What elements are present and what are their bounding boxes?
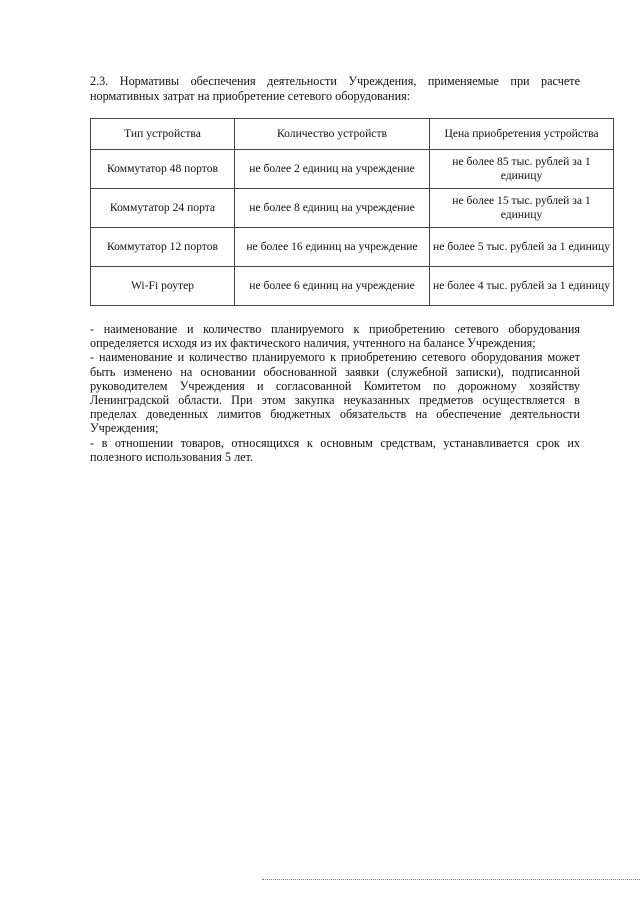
cell-device-price: не более 4 тыс. рублей за 1 единицу bbox=[430, 267, 614, 306]
table-row bbox=[91, 267, 614, 306]
header-device-type: Тип устройства bbox=[91, 119, 235, 150]
header-device-quantity: Количество устройств bbox=[235, 119, 430, 150]
cell-device-quantity: не более 16 единиц на учреждение bbox=[235, 228, 430, 267]
section-heading: 2.3. Нормативы обеспечения деятельности Учреждения, применяемые при расчете нормативных затрат на приобретение сетевого оборудования: bbox=[90, 74, 580, 103]
cell-device-price: не более 85 тыс. рублей за 1 единицу bbox=[430, 150, 614, 189]
table-row bbox=[91, 189, 614, 228]
note-paragraph: - наименование и количество планируемого к приобретению сетевого оборудования определяется исходя из их фактического наличия, учтенного на балансе Учреждения; bbox=[90, 322, 580, 351]
cell-device-price: не более 5 тыс. рублей за 1 единицу bbox=[430, 228, 614, 267]
cell-device-type: Wi-Fi роутер bbox=[91, 267, 235, 306]
cell-device-quantity: не более 2 единиц на учреждение bbox=[235, 150, 430, 189]
cell-device-type: Коммутатор 12 портов bbox=[91, 228, 235, 267]
network-equipment-table bbox=[90, 118, 614, 306]
cell-device-quantity: не более 8 единиц на учреждение bbox=[235, 189, 430, 228]
cell-device-type: Коммутатор 48 портов bbox=[91, 150, 235, 189]
header-device-price: Цена приобретения устройства bbox=[430, 119, 614, 150]
footer-scan-line bbox=[262, 879, 640, 880]
note-paragraph: - наименование и количество планируемого к приобретению сетевого оборудования может быть изменено на основании обоснованной заявки (служебной записки), подписанной руководителем Учреждения и согласованной Комитетом по дорожному хозяйству Ленинградской области. При этом закупка неуказанных предметов осуществляется в пределах доведенных лимитов бюджетных обязательств на обеспечение деятельности Учреждения; bbox=[90, 350, 580, 436]
notes-block bbox=[90, 322, 580, 464]
table-row bbox=[91, 150, 614, 189]
table-header-row bbox=[91, 119, 614, 150]
cell-device-quantity: не более 6 единиц на учреждение bbox=[235, 267, 430, 306]
network-equipment-table-container bbox=[90, 118, 613, 306]
note-paragraph: - в отношении товаров, относящихся к основным средствам, устанавливается срок их полезного использования 5 лет. bbox=[90, 435, 580, 464]
table-row bbox=[91, 228, 614, 267]
cell-device-type: Коммутатор 24 порта bbox=[91, 189, 235, 228]
cell-device-price: не более 15 тыс. рублей за 1 единицу bbox=[430, 189, 614, 228]
